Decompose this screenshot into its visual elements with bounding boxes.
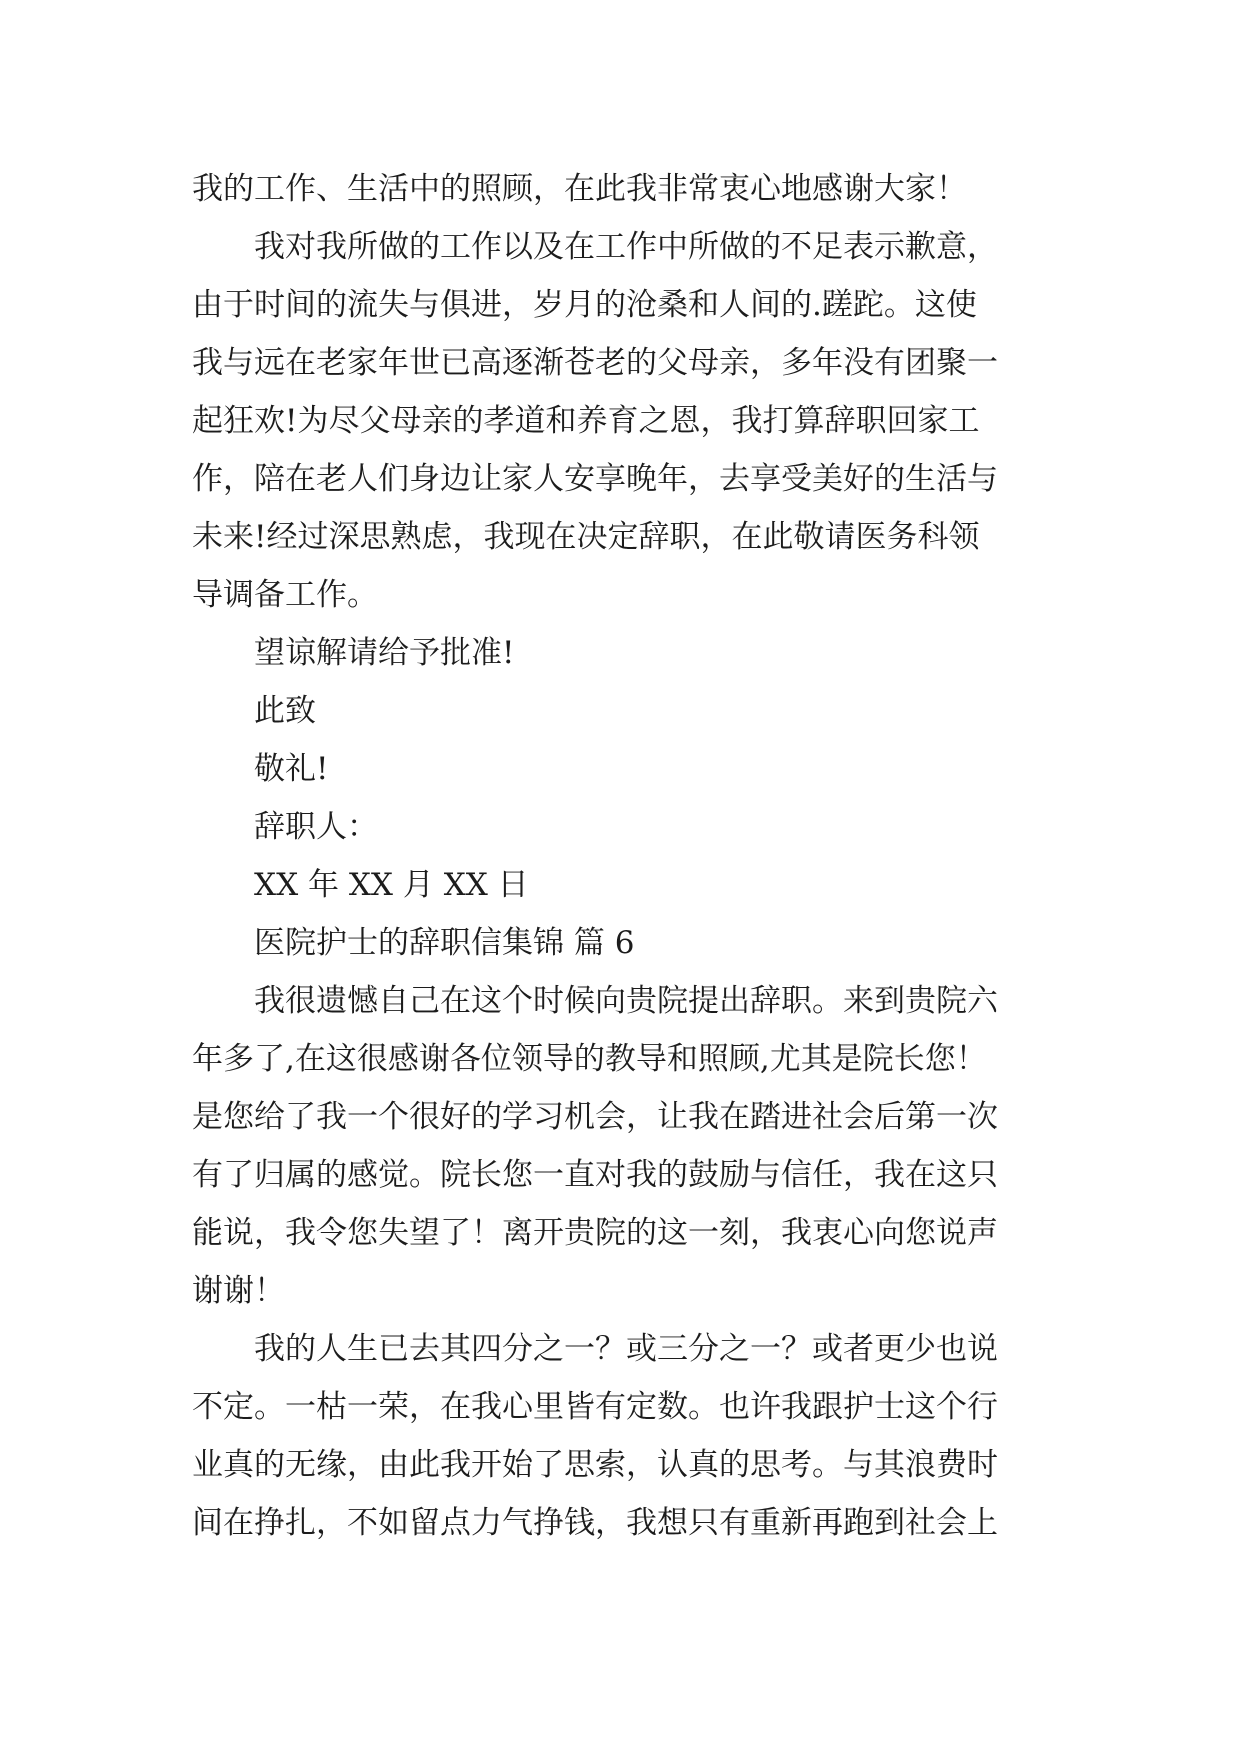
text-line: 敬礼!	[254, 751, 329, 787]
text-line: 年多了,在这很感谢各位领导的教导和照顾,尤其是院长您！	[192, 1041, 987, 1077]
text-line: 间在挣扎，不如留点力气挣钱，我想只有重新再跑到社会上	[192, 1505, 998, 1541]
text-line: 有了归属的感觉。院长您一直对我的鼓励与信任，我在这只	[192, 1157, 998, 1193]
text-line: 我很遗憾自己在这个时候向贵院提出辞职。来到贵院六	[254, 983, 998, 1019]
text-line: 由于时间的流失与俱进，岁月的沧桑和人间的.蹉跎。这使	[192, 287, 977, 323]
text-line: 医院护士的辞职信集锦 篇 6	[254, 925, 635, 961]
text-line: 是您给了我一个很好的学习机会，让我在踏进社会后第一次	[192, 1099, 998, 1135]
text-line: 能说，我令您失望了！离开贵院的这一刻，我衷心向您说声	[192, 1215, 998, 1251]
text-line: 业真的无缘，由此我开始了思索，认真的思考。与其浪费时	[192, 1447, 998, 1483]
text-line: 此致	[254, 693, 316, 729]
text-line: 我对我所做的工作以及在工作中所做的不足表示歉意，	[254, 229, 998, 265]
text-line: XX 年 XX 月 XX 日	[254, 867, 529, 903]
text-line: 导调备工作。	[192, 577, 378, 613]
text-line: 谢谢！	[192, 1273, 285, 1309]
text-line: 不定。一枯一荣，在我心里皆有定数。也许我跟护士这个行	[192, 1389, 998, 1425]
document-body	[192, 160, 1062, 1552]
text-line: 望谅解请给予批准!	[254, 635, 515, 671]
text-line: 辞职人：	[254, 809, 378, 845]
text-line: 作，陪在老人们身边让家人安享晚年，去享受美好的生活与	[192, 461, 998, 497]
text-line: 起狂欢!为尽父母亲的孝道和养育之恩，我打算辞职回家工	[192, 403, 980, 439]
text-line: 我的工作、生活中的照顾，在此我非常衷心地感谢大家！	[192, 171, 967, 207]
text-line: 我与远在老家年世已高逐渐苍老的父母亲，多年没有团聚一	[192, 345, 998, 381]
text-line: 未来!经过深思熟虑，我现在决定辞职，在此敬请医务科领	[192, 519, 980, 555]
text-line: 我的人生已去其四分之一？或三分之一？或者更少也说	[254, 1331, 998, 1367]
